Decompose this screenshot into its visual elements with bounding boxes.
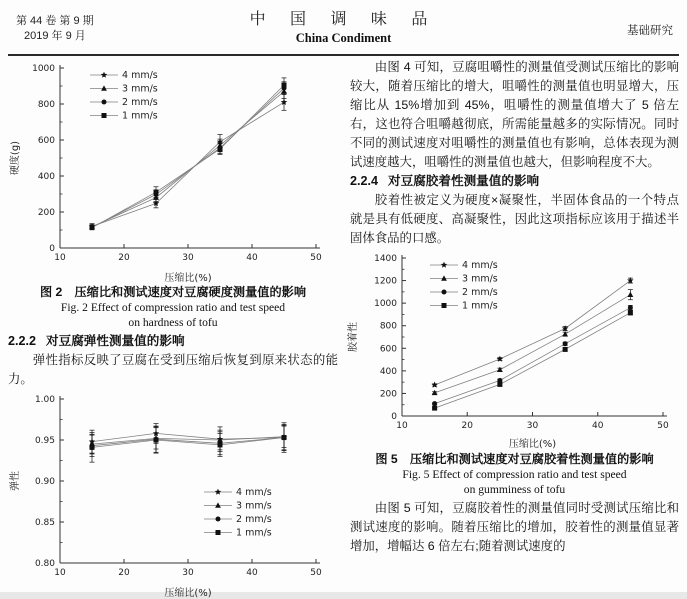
journal-title-en: China Condiment xyxy=(295,31,392,45)
svg-text:600: 600 xyxy=(37,136,55,146)
svg-text:30: 30 xyxy=(526,421,539,432)
svg-text:硬度(g): 硬度(g) xyxy=(10,140,21,176)
paragraph-gumminess-def: 胶着性被定义为硬度×凝聚性，半固体食品的一个特点就是具有低硬度、高凝聚性，因此这项指标应该用于描述半固体食品的口感。 xyxy=(350,193,679,246)
svg-text:弹性: 弹性 xyxy=(10,470,21,491)
svg-text:0.80: 0.80 xyxy=(34,558,55,569)
svg-text:10: 10 xyxy=(54,567,66,578)
journal-title-block xyxy=(10,6,677,46)
svg-text:50: 50 xyxy=(657,421,669,432)
section-heading-222 xyxy=(8,332,338,351)
column-tag: 基础研究 xyxy=(627,25,673,37)
svg-text:胶着性: 胶着性 xyxy=(348,322,359,353)
header-rule xyxy=(8,54,679,56)
svg-text:1000: 1000 xyxy=(374,299,397,310)
svg-text:1 mm/s: 1 mm/s xyxy=(122,110,158,122)
svg-text:0.90: 0.90 xyxy=(34,476,55,487)
svg-text:20: 20 xyxy=(461,421,473,432)
svg-text:压缩比(%): 压缩比(%) xyxy=(164,273,212,284)
svg-text:10: 10 xyxy=(396,421,408,432)
paragraph-gumminess-result: 由图 5 可知，豆腐胶着性的测量值同时受测试压缩比和测试速度的影响。随着压缩比的增加，胶着性的测量值显著增加，增幅达 6 倍左右;随着测试速度的 xyxy=(350,501,679,553)
fig2-caption xyxy=(8,284,338,330)
svg-text:1.00: 1.00 xyxy=(34,394,55,405)
svg-text:40: 40 xyxy=(246,253,258,263)
svg-text:0.85: 0.85 xyxy=(34,517,55,528)
fig2-caption-en2: on hardness of tofu xyxy=(128,316,218,329)
svg-text:0: 0 xyxy=(391,412,397,423)
svg-text:2 mm/s: 2 mm/s xyxy=(236,513,272,525)
svg-text:10: 10 xyxy=(54,253,66,263)
svg-text:压缩比(%): 压缩比(%) xyxy=(164,587,212,599)
section-title: 对豆腐胶着性测量值的影响 xyxy=(388,174,540,189)
svg-text:2 mm/s: 2 mm/s xyxy=(122,97,158,108)
two-column-layout xyxy=(8,58,679,599)
svg-text:1000: 1000 xyxy=(32,64,55,74)
svg-text:400: 400 xyxy=(379,367,397,378)
svg-text:30: 30 xyxy=(182,567,194,578)
svg-text:压缩比(%): 压缩比(%) xyxy=(508,439,557,451)
gumminess-chart xyxy=(346,250,679,450)
svg-text:1 mm/s: 1 mm/s xyxy=(462,300,498,312)
svg-text:1400: 1400 xyxy=(374,254,397,265)
section-number: 2.2.4 xyxy=(350,174,379,189)
fig5-caption-cn: 图 5 压缩比和测试速度对豆腐胶着性测量值的影响 xyxy=(375,452,654,467)
svg-text:40: 40 xyxy=(592,421,604,432)
svg-text:800: 800 xyxy=(379,321,397,332)
section-title: 对豆腐弹性测量值的影响 xyxy=(46,334,185,348)
svg-text:40: 40 xyxy=(246,567,258,578)
svg-text:3 mm/s: 3 mm/s xyxy=(122,83,158,95)
svg-text:50: 50 xyxy=(310,253,322,263)
section-heading-224 xyxy=(350,172,679,191)
volume-issue: 第 44 卷 第 9 期 xyxy=(16,15,94,27)
left-column xyxy=(8,58,338,599)
svg-text:0.95: 0.95 xyxy=(34,435,55,446)
svg-text:1 mm/s: 1 mm/s xyxy=(236,527,272,539)
fig2-caption-cn: 图 2 压缩比和测试速度对豆腐硬度测量值的影响 xyxy=(39,285,307,299)
svg-text:600: 600 xyxy=(379,344,397,355)
svg-text:2 mm/s: 2 mm/s xyxy=(462,287,498,299)
svg-text:4 mm/s: 4 mm/s xyxy=(462,260,498,272)
svg-text:3 mm/s: 3 mm/s xyxy=(462,273,498,285)
svg-text:3 mm/s: 3 mm/s xyxy=(236,500,272,512)
svg-text:200: 200 xyxy=(379,389,397,400)
paragraph-chewiness: 由图 4 可知，豆腐咀嚼性的测量值受测试压缩比的影响较大，随着压缩比的增大，咀嚼性的测量值也明显增大，压缩比从 15%增加到 45%，咀嚼性的测量值增大了 5 倍左右，这也符合咀嚼越彻底，所需能量越多的实际情况。同时不同的测试速度对咀嚼性的测量值也有影响，总体表现为测试速度越大，咀嚼性的测量值也越大，但影响程度不大。 xyxy=(350,60,679,169)
journal-title-cn: 中 国 调 味 品 xyxy=(249,11,438,28)
svg-text:20: 20 xyxy=(118,253,130,263)
fig5-caption xyxy=(350,451,679,497)
svg-text:20: 20 xyxy=(118,567,130,578)
issue-date: 2019 年 9 月 xyxy=(24,30,86,42)
svg-text:0: 0 xyxy=(49,244,55,254)
fig2-caption-en1: Fig. 2 Effect of compression ratio and test speed xyxy=(60,301,286,314)
svg-text:30: 30 xyxy=(182,253,194,263)
svg-text:4 mm/s: 4 mm/s xyxy=(122,70,158,81)
elasticity-chart xyxy=(8,391,332,599)
fig5-caption-en1: Fig. 5 Effect of compression ratio and test speed xyxy=(402,468,627,482)
page-header xyxy=(10,6,677,50)
hardness-chart xyxy=(8,58,332,284)
svg-text:200: 200 xyxy=(37,208,55,218)
svg-text:50: 50 xyxy=(310,567,322,578)
svg-text:400: 400 xyxy=(37,172,55,182)
right-column xyxy=(350,58,679,599)
paragraph-elasticity-intro: 弹性指标反映了豆腐在受到压缩后恢复到原来状态的能力。 xyxy=(8,353,338,386)
section-number: 2.2.2 xyxy=(8,334,37,348)
svg-text:800: 800 xyxy=(37,100,55,110)
fig5-caption-en2: on gumminess of tofu xyxy=(463,483,566,497)
svg-text:1200: 1200 xyxy=(374,276,397,287)
svg-text:4 mm/s: 4 mm/s xyxy=(236,486,272,498)
